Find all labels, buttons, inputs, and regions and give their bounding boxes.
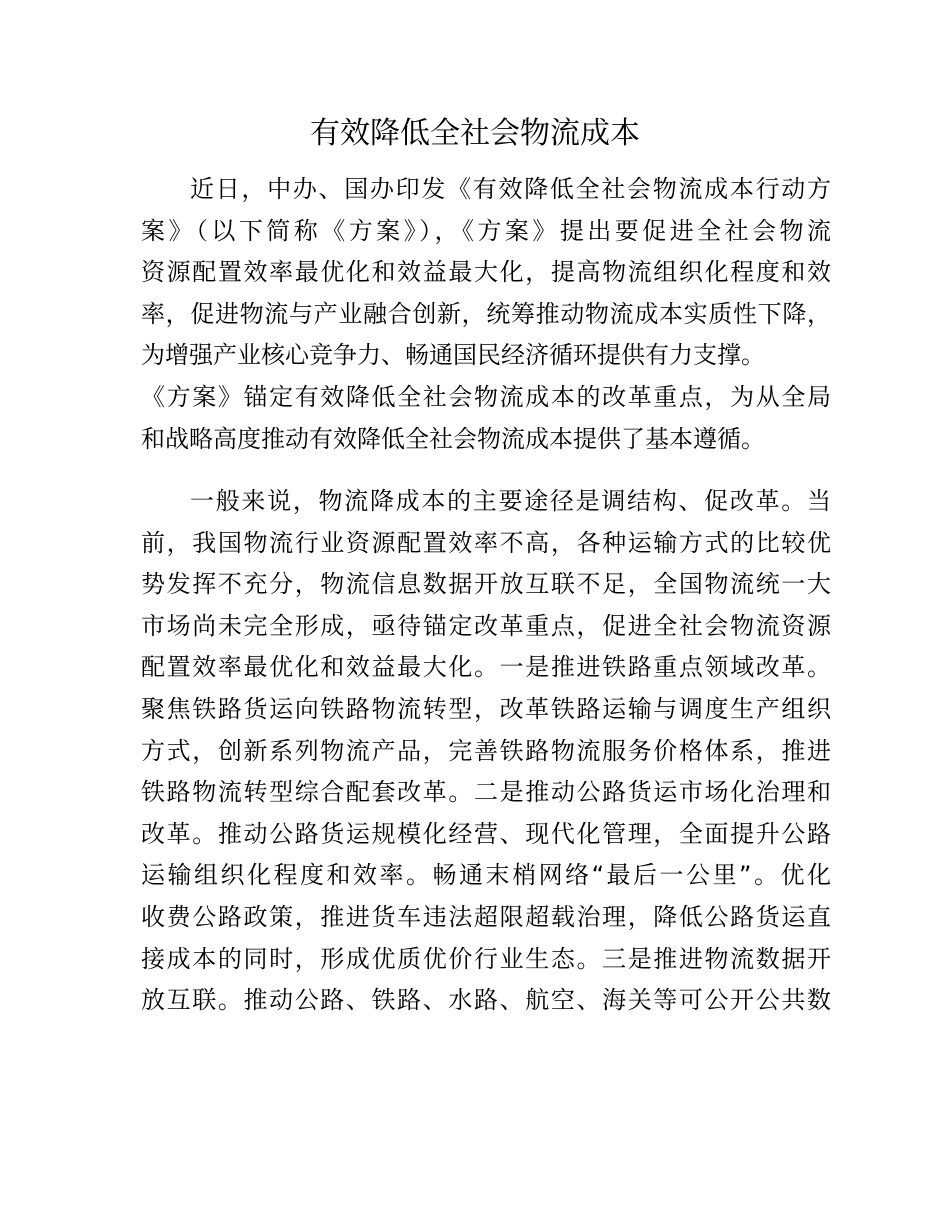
paragraph-line: 资源配置效率最优化和效益最大化，提高物流组织化程度和效 xyxy=(141,258,831,287)
paragraph-line: 铁路物流转型综合配套改革。二是推动公路货运市场化治理和 xyxy=(141,778,831,807)
paragraph-line: 收费公路政策，推进货车违法超限超载治理，降低公路货运直 xyxy=(141,902,831,931)
paragraph-2 xyxy=(141,481,831,1022)
paragraph-line: 《方案》锚定有效降低全社会物流成本的改革重点，为从全局 xyxy=(141,382,831,411)
paragraph-line: 接成本的同时，形成优质优价行业生态。三是推进物流数据开 xyxy=(141,944,831,973)
paragraph-line: 和战略高度推动有效降低全社会物流成本提供了基本遵循。 xyxy=(141,424,765,453)
paragraph-line: 率，促进物流与产业融合创新，统筹推动物流成本实质性下降， xyxy=(141,299,831,328)
paragraph-line: 案》（以下简称《方案》），《方案》提出要促进全社会物流 xyxy=(141,216,831,245)
paragraph-line: 方式，创新系列物流产品，完善铁路物流服务价格体系，推进 xyxy=(141,736,831,765)
paragraph-line: 运输组织化程度和效率。畅通末梢网络“最后一公里”。优化 xyxy=(141,861,831,890)
paragraph-line: 近日，中办、国办印发《有效降低全社会物流成本行动方 xyxy=(190,175,831,203)
paragraph-line: 前，我国物流行业资源配置效率不高，各种运输方式的比较优 xyxy=(141,528,831,557)
paragraph-line: 一般来说，物流降成本的主要途径是调结构、促改革。当 xyxy=(190,487,831,515)
document-title: 有效降低全社会物流成本 xyxy=(310,116,640,151)
paragraph-line: 势发挥不充分，物流信息数据开放互联不足，全国物流统一大 xyxy=(141,570,831,599)
paragraph-line: 为增强产业核心竞争力、畅通国民经济循环提供有力支撑。 xyxy=(141,341,765,370)
paragraph-line: 聚焦铁路货运向铁路物流转型，改革铁路运输与调度生产组织 xyxy=(141,694,831,723)
paragraph-line: 放互联。推动公路、铁路、水路、航空、海关等可公开公共数 xyxy=(141,986,831,1015)
paragraph-line: 配置效率最优化和效益最大化。一是推进铁路重点领域改革。 xyxy=(141,653,831,682)
paragraph-line: 市场尚未完全形成，亟待锚定改革重点，促进全社会物流资源 xyxy=(141,611,831,640)
paragraph-line: 改革。推动公路货运规模化经营、现代化管理，全面提升公路 xyxy=(141,819,831,848)
paragraph-1 xyxy=(141,169,831,460)
